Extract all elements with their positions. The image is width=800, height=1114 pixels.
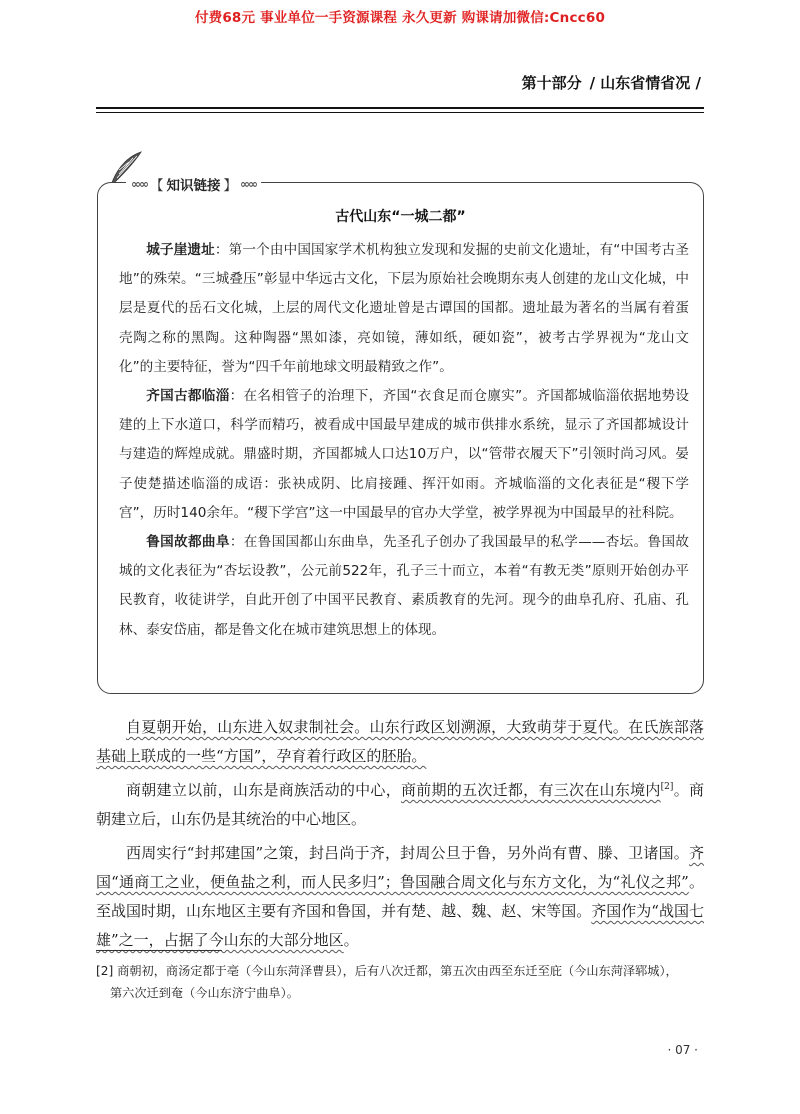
paragraph-text: ：在鲁国国都山东曲阜，先圣孔子创办了我国最早的私学——杏坛。鲁国故城的文化表征为“杏坛设教”，公元前522年，孔子三十而立，本着“有教无类”原则开始创办平民教育，收徒讲学，自此开创了中国平民教育、素质教育的先河。现今的曲阜孔府、孔庙、孔林、泰安岱庙，都是鲁文化在城市建筑思想上的体现。 [119,534,690,638]
header-part: 第十部分 [521,74,582,92]
emphasis-text: 商前期的五次迁都，有三次在山东境内 [400,781,661,799]
footnote-ref[interactable]: [2] [660,782,674,792]
box-title: 古代山东“一城二都” [335,209,466,225]
paragraph-text: 。至战国时期，山东地区主要有齐国和鲁国，并有楚、越、魏、赵、宋等国。 [96,873,704,920]
main-text [96,713,704,955]
emphasis-text: 齐国作为“战国七雄”之一，占据了今山东的大部分地区 [96,902,704,949]
footnote [96,960,704,1004]
paragraph-text: 。商朝建立后，山东仍是其统治的中心地区。 [96,781,704,828]
paragraph-text: 。 [343,931,359,949]
chain-icon: ∞∞ [131,177,147,191]
box-paragraph [119,528,689,645]
emphasis-text: 齐国“通商工之业，便鱼盐之利，而人民多归”；鲁国融合周文化与东方文化，为“礼仪之邦” [96,844,704,891]
footnote-line: [2] 商朝初，商汤定都于亳（今山东菏泽曹县），后有八次迁都，第五次由西至东迁至庇（今山东菏泽郓城）， [96,964,678,978]
paragraph-lead: 鲁国故都曲阜 [146,534,230,551]
paragraph-text: 西周实行“封邦建国”之策，封吕尚于齐，封周公旦于鲁，另外尚有曹、滕、卫诸国。 [126,844,689,862]
chain-icon: ∞∞ [240,177,256,191]
paragraph-text: ：在名相管子的治理下，齐国“衣食足而仓廪实”。齐国都城临淄依据地势设建的上下水道口，科学而精巧，被看成中国最早建成的城市供排水系统，显示了齐国都城设计与建造的辉煌成就。鼎盛时期，齐国都城人口达10万户，以“管带衣履天下”引领时尚习风。晏子使楚描述临淄的成语：张袂成阴、比肩接踵、挥汗如雨。齐城临淄的文化表征是“稷下学宫”，历时140余年。“稷下学宫”这一中国最早的官办大学堂，被学界视为中国最早的社科院。 [119,388,689,521]
paragraph-text: ：第一个由中国国家学术机构独立发现和发掘的史前文化遗址，有“中国考古圣地”的殊荣。“三城叠压”彰显中华远古文化，下层为原始社会晚期东夷人创建的龙山文化城，中层是夏代的岳石文化城，上层的周代文化遗址曾是古谭国的国都。遗址最为著名的当属有着蛋壳陶之称的黑陶。这种陶器“黑如漆，亮如镜，薄如纸，硬如瓷”，被考古学界视为“龙山文化”的主要特征，誉为“四千年前地球文明最精致之作”。 [119,242,690,375]
paragraph-lead: 城子崖遗址 [146,242,215,258]
page-number: · 07 · [667,1043,698,1057]
header-rule [96,107,704,109]
knowledge-link-tag [126,174,261,194]
main-paragraph [96,713,704,771]
tag-label: 知识链接 [166,178,221,194]
header-section: / 山东省情省况 / [589,74,701,92]
box-paragraph [119,236,689,382]
main-paragraph [96,839,704,955]
ad-banner: 付费68元 事业单位一手资源课程 永久更新 购课请加微信:Cncc60 [194,10,606,26]
tag-bracket-close: 】 [223,178,237,194]
paragraph-text: 商朝建立以前，山东是商族活动的中心， [126,781,401,799]
header-rule-thin [96,112,704,113]
paragraph-lead: 齐国古都临淄 [146,388,230,405]
main-paragraph [96,776,704,834]
footnote-line: 第六次迁到奄（今山东济宁曲阜）。 [110,986,299,1000]
tag-bracket-open: 【 [150,178,164,194]
footnote-rule [96,950,222,951]
page-header [522,72,701,93]
emphasis-text: 自夏朝开始，山东进入奴隶制社会。山东行政区划溯源，大致萌芽于夏代。在氏族部落基础上联成的一些“方国”，孕育着行政区的胚胎。 [96,718,704,765]
box-paragraph [119,382,689,528]
box-body [119,236,689,645]
